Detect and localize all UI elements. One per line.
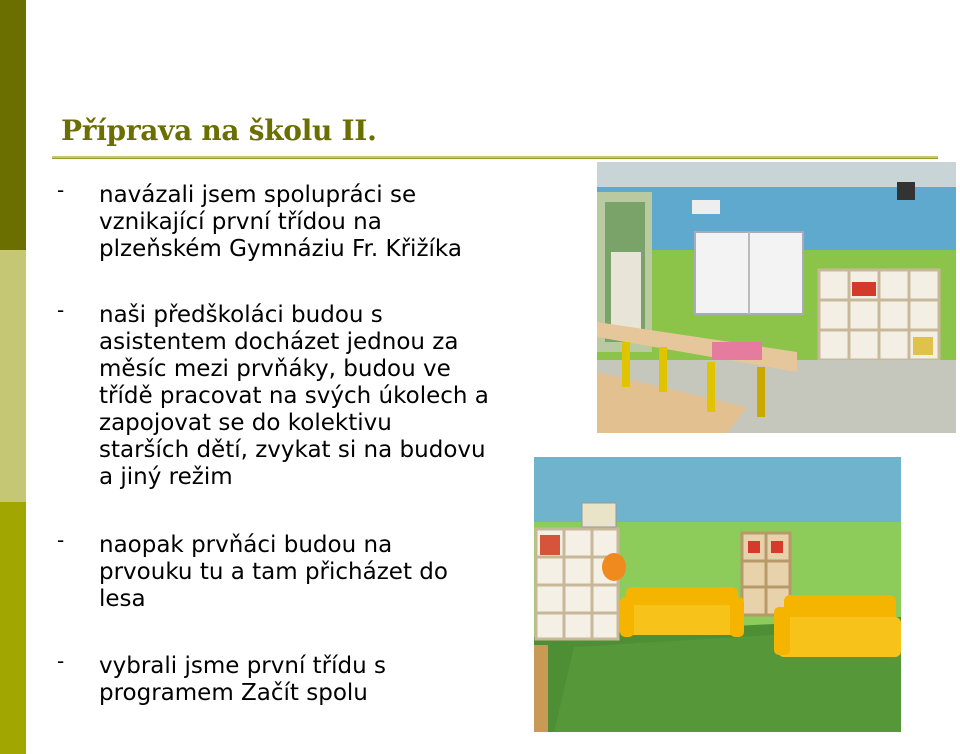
side-bar-top [0,0,26,250]
bullet-dash: - [57,178,65,202]
bullet-text [99,653,386,707]
side-bar-middle [0,250,26,502]
title-underline-shadow [52,158,938,159]
bullet-line: lesa [99,586,146,612]
bullet-text [99,182,462,263]
bullet-line: prvouku tu a tam přicházet do [99,559,448,585]
classroom-photo [597,162,956,433]
slide-title: Příprava na školu II. [61,114,377,147]
bullet-line: naši předškoláci budou s [99,302,383,328]
bullet-text [99,532,448,613]
bullet-line: měsíc mezi prvňáky, budou ve [99,356,451,382]
bullet-line: asistentem docházet jednou za [99,329,459,355]
bullet-line: naopak prvňáci budou na [99,532,393,558]
bullet-line: a jiný režim [99,464,233,490]
bullet-line: vznikající první třídou na [99,209,382,235]
bullet-dash: - [57,649,65,673]
bullet-line: třídě pracovat na svých úkolech a [99,383,489,409]
bullet-dash: - [57,298,65,322]
bullet-text [99,302,489,491]
bullet-line: vybrali jsme první třídu s [99,653,386,679]
bullet-line: navázali jsem spolupráci se [99,182,417,208]
bullet-line: zapojovat se do kolektivu [99,410,392,436]
bullet-dash: - [57,528,65,552]
bullet-line: programem Začít spolu [99,680,368,706]
bullet-line: plzeňském Gymnáziu Fr. Křižíka [99,236,462,262]
bullet-line: starších dětí, zvykat si na budovu [99,437,486,463]
sofa-room-photo [534,457,901,732]
side-bar-bottom [0,502,26,754]
